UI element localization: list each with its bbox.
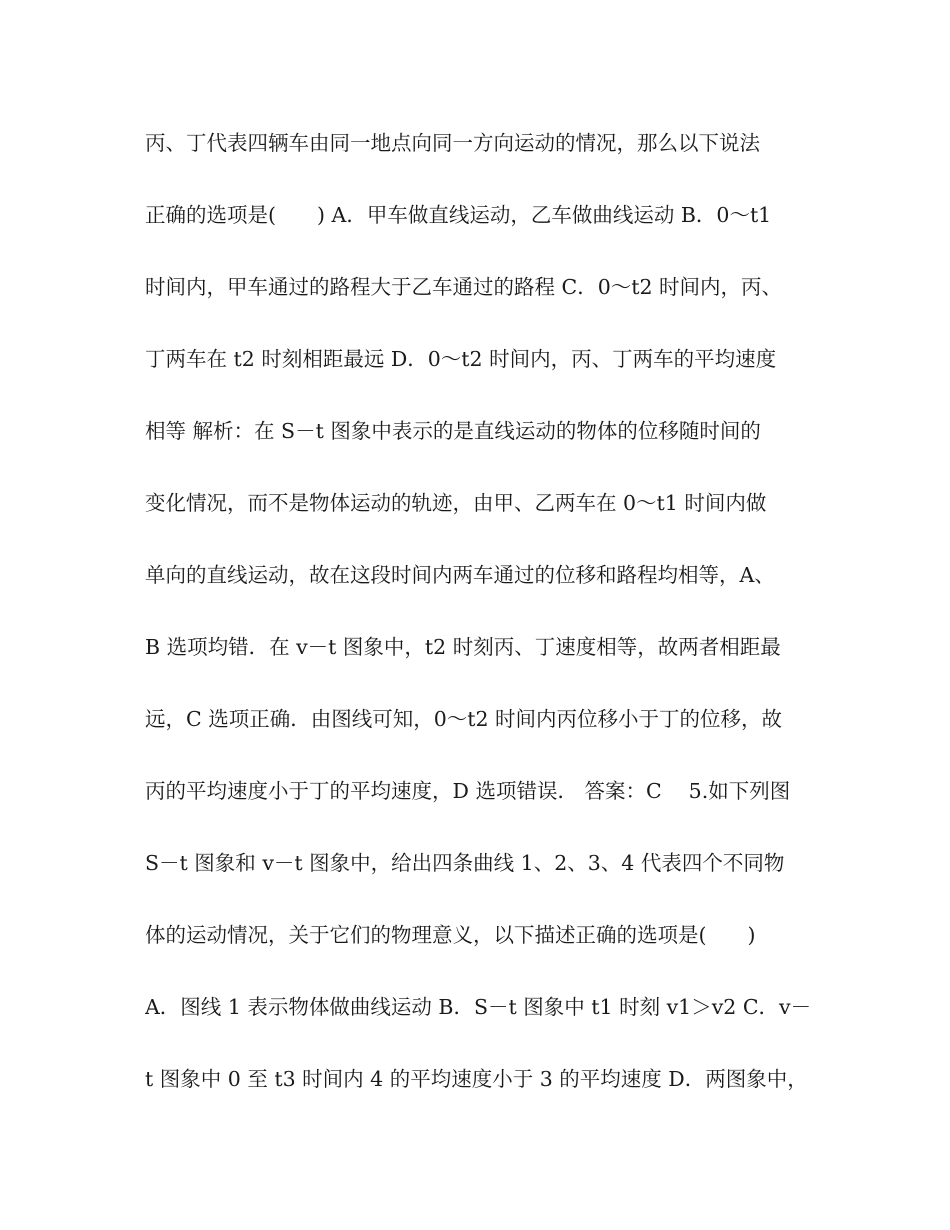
text-line: 丁两车在 t2 时刻相距最远 D．0～t2 时间内，丙、丁两车的平均速度 [145,347,777,371]
text-line: A．图线 1 表示物体做曲线运动 B．S－t 图象中 t1 时刻 v1＞v2 C．v－ [145,995,812,1019]
text-line: 体的运动情况，关于它们的物理意义，以下描述正确的选项是( ) [145,923,756,947]
text-line: 正确的选项是( ) A．甲车做直线运动，乙车做曲线运动 B．0～t1 [145,203,772,227]
text-line: t 图象中 0 至 t3 时间内 4 的平均速度小于 3 的平均速度 D．两图象中， [145,1067,808,1091]
text-line: 时间内，甲车通过的路程大于乙车通过的路程 C．0～t2 时间内，丙、 [145,275,783,299]
text-line: 丙、丁代表四辆车由同一地点向同一方向运动的情况，那么以下说法 [145,131,760,155]
text-line: 相等 解析：在 S－t 图象中表示的是直线运动的物体的位移随时间的 [145,419,761,443]
text-line: B 选项均错．在 v－t 图象中，t2 时刻丙、丁速度相等，故两者相距最 [145,635,781,659]
body-text [145,121,815,1129]
text-line: 单向的直线运动，故在这段时间内两车通过的位移和路程均相等，A、 [145,563,775,587]
text-line: S－t 图象和 v－t 图象中，给出四条曲线 1、2、3、4 代表四个不同物 [145,851,785,875]
text-line: 丙的平均速度小于丁的平均速度，D 选项错误． 答案：C 5.如下列图 [145,779,791,803]
text-line: 远，C 选项正确．由图线可知，0～t2 时间内丙位移小于丁的位移，故 [145,707,783,731]
text-line: 变化情况，而不是物体运动的轨迹，由甲、乙两车在 0～t1 时间内做 [145,491,767,515]
